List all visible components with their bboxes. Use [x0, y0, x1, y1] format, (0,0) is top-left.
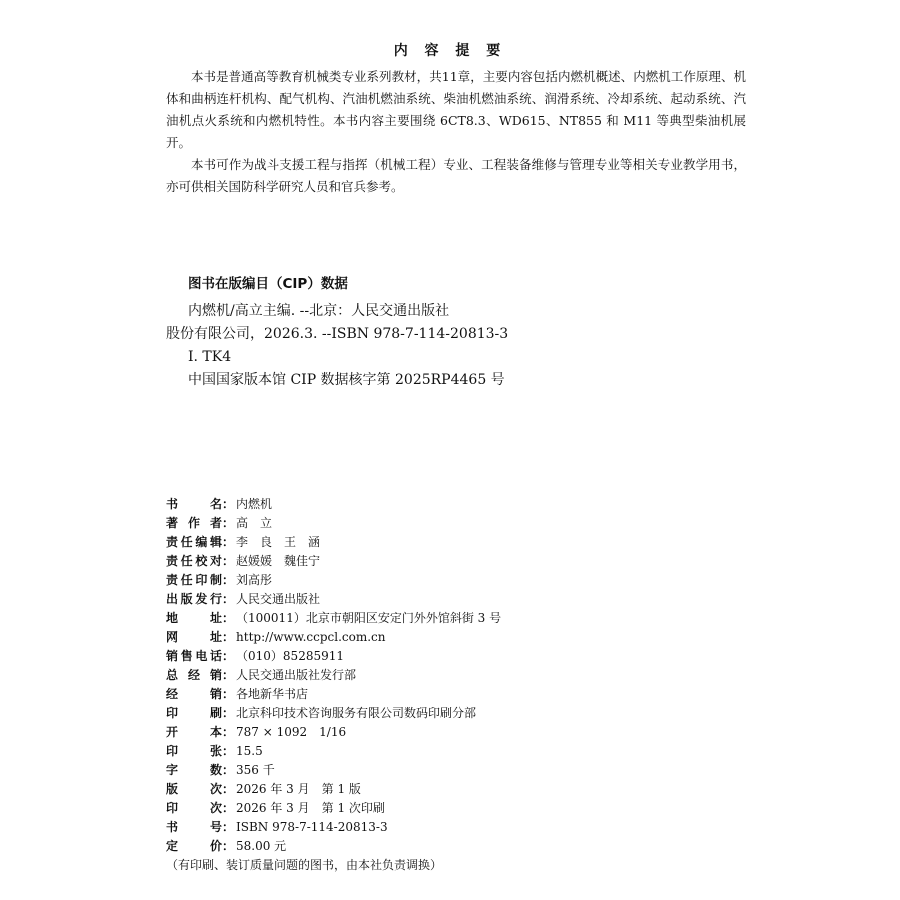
info-value: 787 × 1092 1/16: [236, 725, 347, 739]
info-label: 定价: [166, 839, 222, 853]
publication-info: [166, 495, 501, 875]
info-value: 人民交通出版社发行部: [236, 668, 357, 682]
info-row: 定价 ： 58.00 元: [166, 837, 501, 856]
info-value: 赵媛媛 魏佳宁: [236, 554, 321, 568]
info-row: 著作者 ： 高 立: [166, 514, 501, 533]
info-value: 高 立: [236, 516, 273, 530]
summary-paragraph: 本书是普通高等教育机械类专业系列教材，共11章，主要内容包括内燃机概述、内燃机工作原理、机体和曲柄连杆机构、配气机构、汽油机燃油系统、柴油机燃油系统、润滑系统、冷却系统、起动系统、汽油机点火系统和内燃机特性。本书内容主要围绕 6CT8.3、WD615、NT855 和 M11 等典型柴油机展开。: [166, 69, 746, 150]
info-label: 出版发行: [166, 592, 222, 606]
info-value: 刘高彤: [236, 573, 273, 587]
info-value: （010）85285911: [236, 649, 344, 663]
info-row: 书号 ： ISBN 978-7-114-20813-3: [166, 818, 501, 837]
info-value: 人民交通出版社: [236, 592, 321, 606]
info-row: 印刷 ： 北京科印技术咨询服务有限公司数码印刷分部: [166, 704, 501, 723]
info-value: 356 千: [236, 763, 275, 777]
info-row: 总经销 ： 人民交通出版社发行部: [166, 666, 501, 685]
info-row: 网址 ： http://www.ccpcl.com.cn: [166, 628, 501, 647]
info-label: 责任编辑: [166, 535, 222, 549]
info-label: 销售电话: [166, 649, 222, 663]
info-row: 开本 ： 787 × 1092 1/16: [166, 723, 501, 742]
cip-title: 图书在版编目（CIP）数据: [188, 276, 348, 292]
info-row: 销售电话 ： （010）85285911: [166, 647, 501, 666]
cip-line: 股份有限公司，2026.3. --ISBN 978-7-114-20813-3: [166, 326, 509, 342]
info-label: 责任印制: [166, 573, 222, 587]
info-value: ISBN 978-7-114-20813-3: [236, 820, 388, 834]
info-label: 版次: [166, 782, 222, 796]
info-row: 印次 ： 2026 年 3 月 第 1 次印刷: [166, 799, 501, 818]
info-row: 印张 ： 15.5: [166, 742, 501, 761]
info-row: 责任校对 ： 赵媛媛 魏佳宁: [166, 552, 501, 571]
info-row: 地址 ： （100011）北京市朝阳区安定门外外馆斜街 3 号: [166, 609, 501, 628]
info-label: 书号: [166, 820, 222, 834]
cip-line: 中国国家版本馆 CIP 数据核字第 2025RP4465 号: [188, 372, 505, 388]
info-value: 15.5: [236, 744, 263, 758]
info-label: 责任校对: [166, 554, 222, 568]
summary-title: 内 容 提 要: [393, 43, 507, 59]
info-label: 地址: [166, 611, 222, 625]
info-row: 版次 ： 2026 年 3 月 第 1 版: [166, 780, 501, 799]
info-value: 各地新华书店: [236, 687, 309, 701]
info-value: 58.00 元: [236, 839, 287, 853]
info-value: 2026 年 3 月 第 1 版: [236, 782, 361, 796]
info-row: 责任印制 ： 刘高彤: [166, 571, 501, 590]
info-value: 内燃机: [236, 497, 273, 511]
info-value: http://www.ccpcl.com.cn: [236, 630, 386, 644]
info-row: 书名 ： 内燃机: [166, 495, 501, 514]
info-value: （100011）北京市朝阳区安定门外外馆斜街 3 号: [236, 611, 502, 625]
info-label: 印次: [166, 801, 222, 815]
info-label: 开本: [166, 725, 222, 739]
summary-paragraph: 本书可作为战斗支援工程与指挥（机械工程）专业、工程装备维修与管理专业等相关专业教学用书，亦可供相关国防科学研究人员和官兵参考。: [166, 157, 746, 194]
cip-line: 内燃机/高立主编. --北京：人民交通出版社: [188, 303, 450, 319]
info-row: 责任编辑 ： 李 良 王 涵: [166, 533, 501, 552]
quality-note: （有印刷、装订质量问题的图书，由本社负责调换）: [166, 858, 443, 872]
info-label: 著作者: [166, 516, 222, 530]
info-label: 经销: [166, 687, 222, 701]
info-value: 北京科印技术咨询服务有限公司数码印刷分部: [236, 706, 477, 720]
info-value: 李 良 王 涵: [236, 535, 321, 549]
info-label: 字数: [166, 763, 222, 777]
info-label: 印张: [166, 744, 222, 758]
info-row: 字数 ： 356 千: [166, 761, 501, 780]
info-row: 出版发行 ： 人民交通出版社: [166, 590, 501, 609]
info-row: 经销 ： 各地新华书店: [166, 685, 501, 704]
summary-section: [166, 66, 746, 198]
info-label: 书名: [166, 497, 222, 511]
cip-block: [166, 300, 508, 392]
info-label: 印刷: [166, 706, 222, 720]
info-label: 网址: [166, 630, 222, 644]
cip-line: Ⅰ. TK4: [188, 349, 232, 365]
info-label: 总经销: [166, 668, 222, 682]
info-value: 2026 年 3 月 第 1 次印刷: [236, 801, 385, 815]
